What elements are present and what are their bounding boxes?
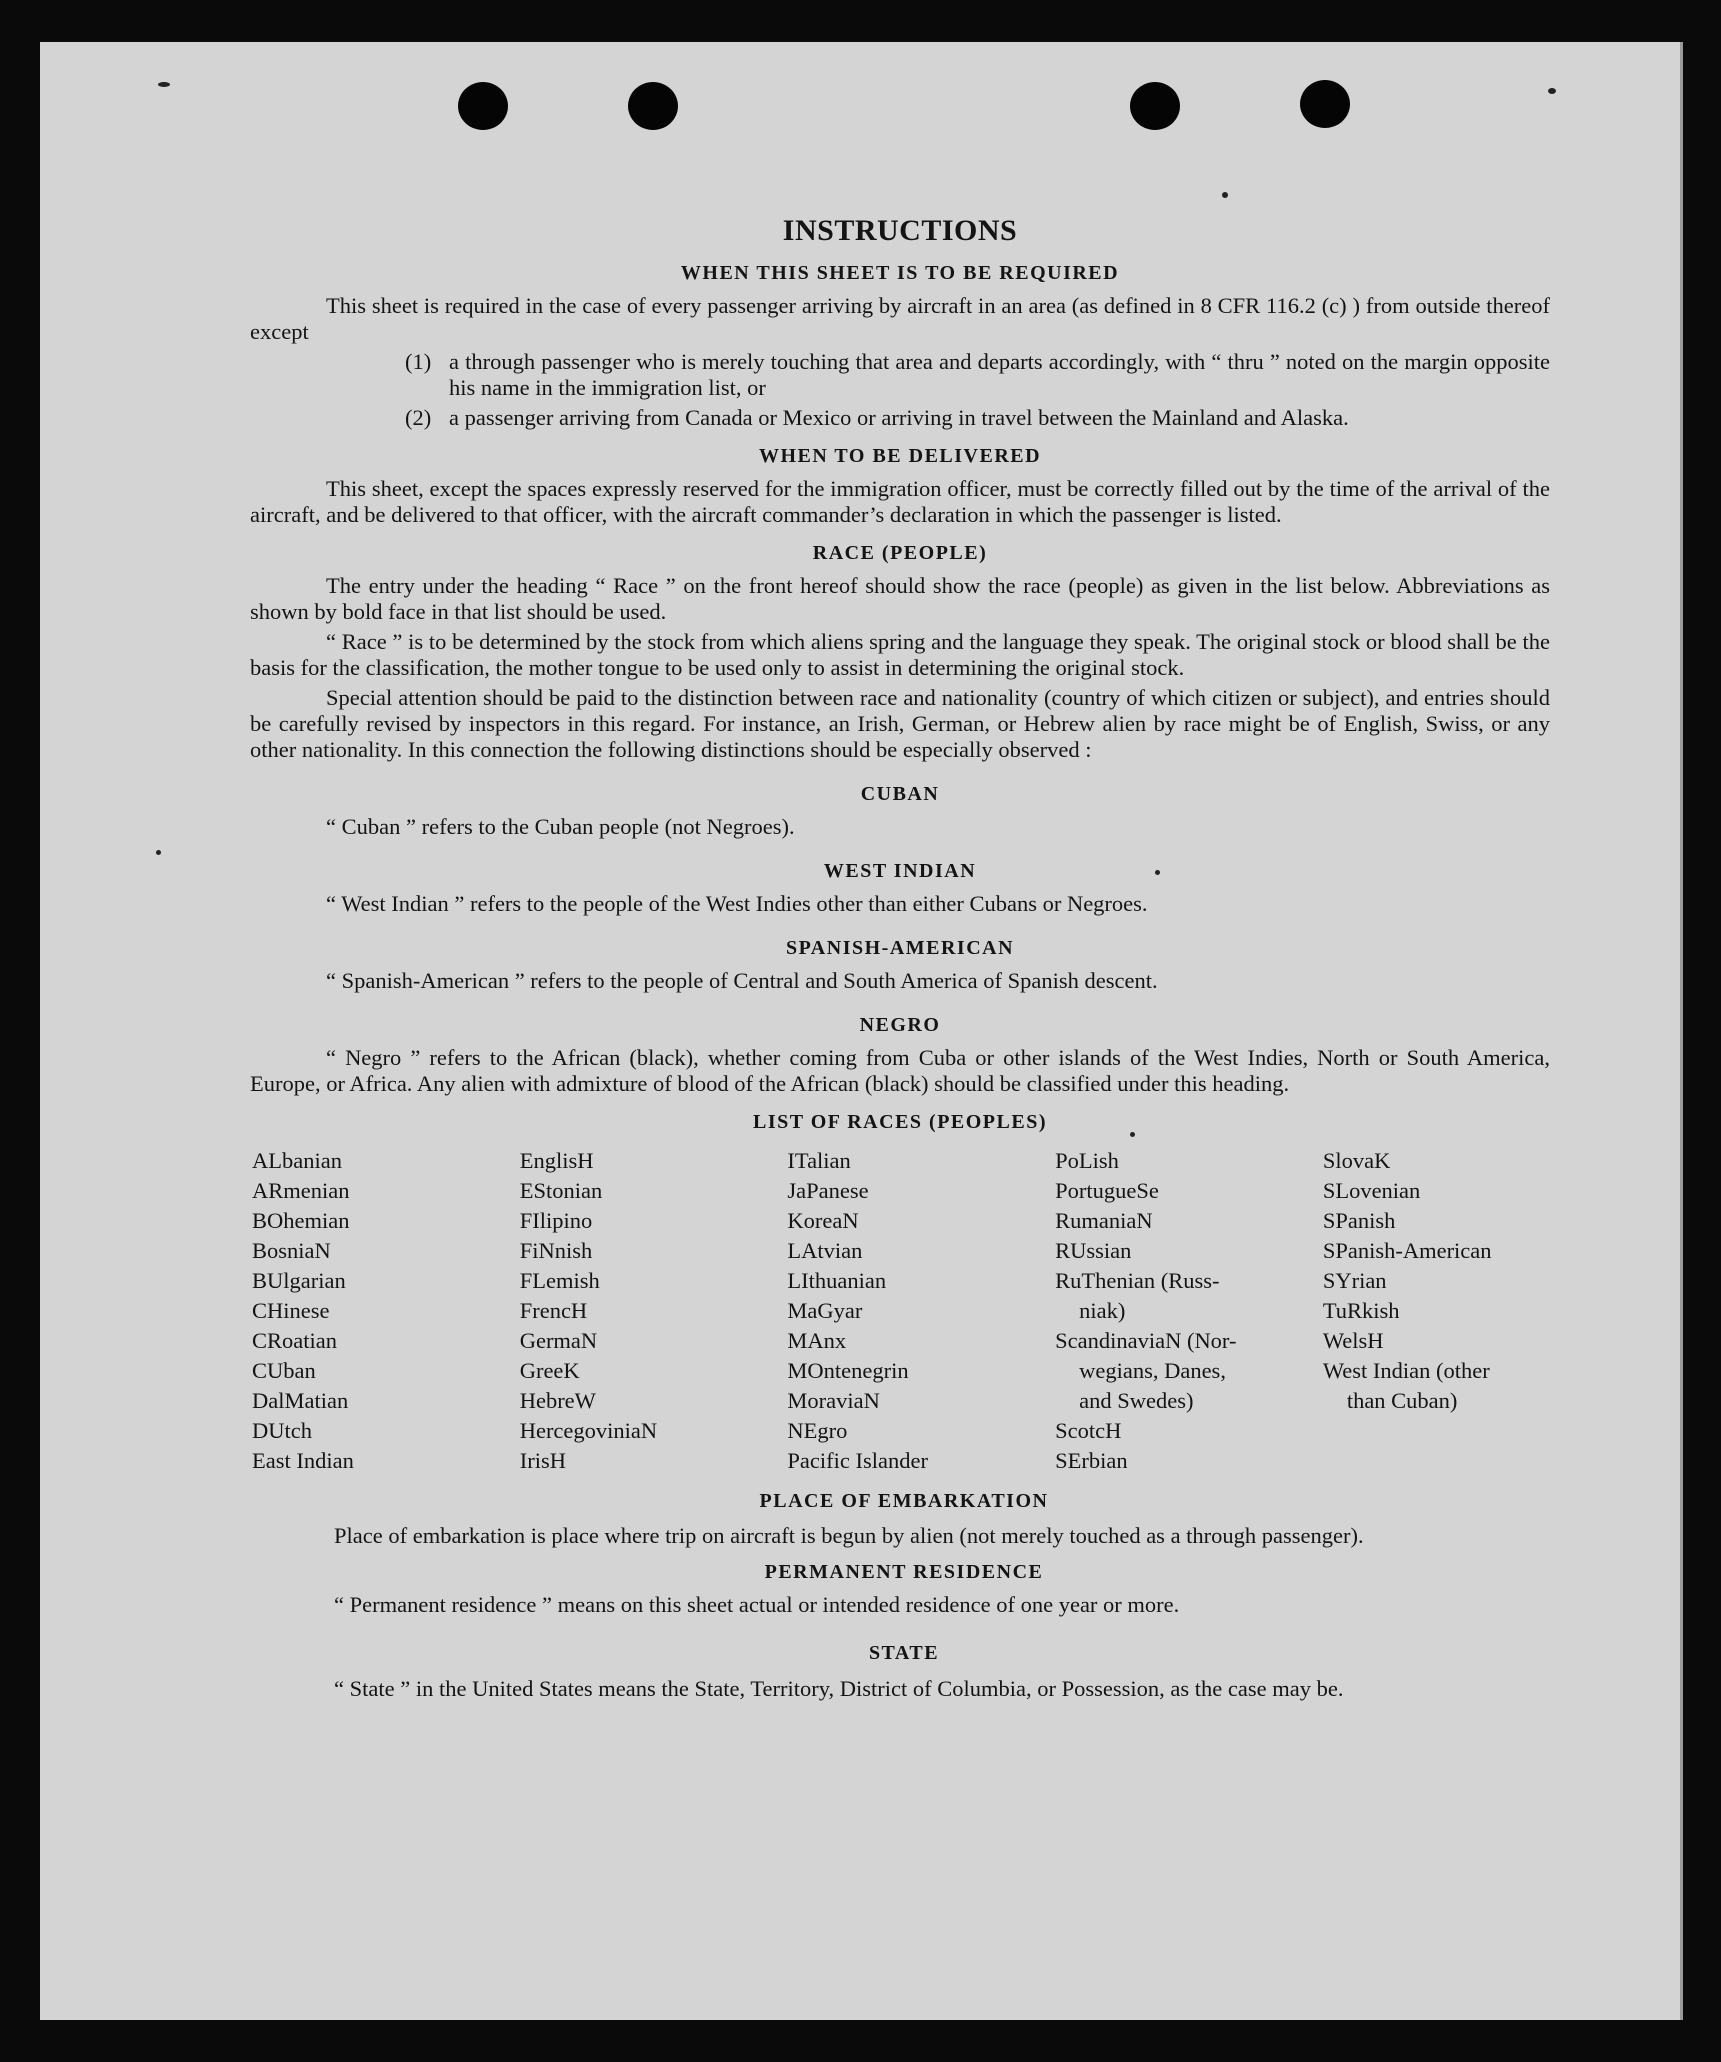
instructions-body (250, 172, 1550, 1705)
west-indian-text: “ West Indian ” refers to the people of the West Indies other than either Cubans or Negroes. (326, 891, 1148, 916)
race-entry: PoLish (1055, 1148, 1119, 1173)
race-entry: PortugueSe (1055, 1178, 1159, 1203)
race-entry: GermaN (519, 1328, 598, 1353)
closing-sections (258, 1490, 1550, 1705)
race-entry: SPanish (1322, 1208, 1396, 1233)
race-entry: DalMatian (252, 1388, 349, 1413)
race-paragraph-3: Special attention should be paid to the distinction between race and nationality (country of which citizen or subject), and entries should be carefully revised by inspectors in this regard. For instance, an Irish, German, or Hebrew alien by race might be of English, Swiss, or any other nationality. In this connection the following distinctions should be especially observed : (250, 685, 1550, 762)
when-delivered-text: This sheet, except the spaces expressly reserved for the immigration officer, must be correctly filled out by the time of the arrival of the aircraft, and be delivered to that officer, with the aircraft commander’s declaration in which the passenger is listed. (250, 476, 1550, 527)
race-column (787, 1146, 1055, 1476)
permanent-residence-text: “ Permanent residence ” means on this sheet actual or intended residence of one year or more. (334, 1592, 1180, 1617)
race-entry: RUssian (1055, 1238, 1132, 1263)
race-entry: BOhemian (252, 1208, 350, 1233)
cuban-heading: CUBAN (860, 783, 940, 805)
punch-hole (1130, 82, 1180, 130)
race-entry: HercegoviniaN (519, 1418, 658, 1443)
permanent-residence-heading: PERMANENT RESIDENCE (764, 1561, 1044, 1583)
race-entry: SYrian (1322, 1268, 1387, 1293)
race-entry: KoreaN (787, 1208, 859, 1233)
spanish-american-heading: SPANISH-AMERICAN (785, 937, 1015, 959)
race-entry: MoraviaN (787, 1388, 880, 1413)
race-entry: SLovenian (1322, 1178, 1421, 1203)
race-entry: TuRkish (1322, 1298, 1400, 1323)
when-required-intro: This sheet is required in the case of every passenger arriving by aircraft in an area (as defined in 8 CFR 116.2 (c) ) from outside thereof except (250, 293, 1550, 344)
when-delivered-heading: WHEN TO BE DELIVERED (758, 445, 1042, 467)
race-column (1055, 1146, 1323, 1476)
race-entry: ITalian (787, 1148, 851, 1173)
punch-hole (1300, 80, 1350, 128)
race-entry: EStonian (519, 1178, 603, 1203)
race-entry: LAtvian (787, 1238, 863, 1263)
race-entry: HebreW (519, 1388, 596, 1413)
race-list (252, 1146, 1550, 1476)
exception-item (405, 405, 1550, 431)
race-entry: MaGyar (787, 1298, 863, 1323)
race-entry: FrencH (519, 1298, 588, 1323)
negro-heading: NEGRO (859, 1014, 941, 1036)
race-entry: CHinese (252, 1298, 330, 1323)
list-of-races-heading: LIST OF RACES (PEOPLES) (752, 1111, 1047, 1133)
instructions-title: INSTRUCTIONS (782, 214, 1018, 247)
race-entry: ALbanian (252, 1148, 342, 1173)
race-entry: SPanish-American (1322, 1238, 1492, 1263)
race-entry: RumaniaN (1055, 1208, 1153, 1233)
race-paragraph-2: “ Race ” is to be determined by the stock from which aliens spring and the language they speak. The original stock or blood shall be the basis for the classification, the mother tongue to be used only to assist in determining the original stock. (250, 629, 1550, 680)
race-entry: WelsH (1322, 1328, 1384, 1353)
race-column (252, 1146, 520, 1476)
negro-text: “ Negro ” refers to the African (black), whether coming from Cuba or other islands of the West Indies, North or South America, Europe, or Africa. Any alien with admixture of blood of the African (black) should be classified under this heading. (250, 1045, 1550, 1096)
race-entry: EnglisH (519, 1148, 594, 1173)
race-entry: FLemish (519, 1268, 600, 1293)
race-entry: NEgro (787, 1418, 848, 1443)
race-entry: SErbian (1055, 1448, 1128, 1473)
race-entry: JaPanese (787, 1178, 869, 1203)
race-entry: FiNnish (519, 1238, 593, 1263)
race-entry: GreeK (519, 1358, 580, 1383)
race-entry: West Indian (other (1322, 1358, 1490, 1383)
when-required-heading: WHEN THIS SHEET IS TO BE REQUIRED (680, 262, 1120, 284)
race-column (520, 1146, 788, 1476)
exception-item (405, 349, 1550, 401)
race-entry: FIlipino (519, 1208, 593, 1233)
speck (158, 82, 170, 87)
document-page (40, 42, 1683, 2020)
west-indian-heading: WEST INDIAN (823, 860, 977, 882)
exception-text: a passenger arriving from Canada or Mexico or arriving in travel between the Mainland and Alaska. (449, 405, 1349, 430)
race-entry: MAnx (787, 1328, 847, 1353)
state-heading: STATE (868, 1642, 940, 1664)
race-entry: BUlgarian (252, 1268, 346, 1293)
race-entry: Pacific Islander (787, 1448, 928, 1473)
race-entry: ScandinaviaN (Nor- (1055, 1328, 1237, 1353)
race-entry-continuation: and Swedes) (1079, 1388, 1194, 1413)
spanish-american-text: “ Spanish-American ” refers to the people of Central and South America of Spanish descent. (326, 968, 1158, 993)
exception-number: (1) (405, 349, 432, 374)
race-entry: IrisH (519, 1448, 566, 1473)
race-column (1323, 1146, 1550, 1476)
race-entry-continuation: than Cuban) (1346, 1388, 1458, 1413)
race-entry: DUtch (252, 1418, 312, 1443)
race-entry: East Indian (252, 1448, 354, 1473)
race-entry: ARmenian (252, 1178, 350, 1203)
race-entry: CUban (252, 1358, 316, 1383)
cuban-text: “ Cuban ” refers to the Cuban people (not Negroes). (326, 814, 795, 839)
punch-hole (458, 82, 508, 130)
race-entry: SlovaK (1322, 1148, 1391, 1173)
race-entry: BosniaN (252, 1238, 331, 1263)
race-entry-continuation: wegians, Danes, (1079, 1358, 1226, 1383)
race-entry-continuation: niak) (1079, 1298, 1126, 1323)
race-entry: RuThenian (Russ- (1055, 1268, 1220, 1293)
race-entry: CRoatian (252, 1328, 337, 1353)
race-paragraph-1: The entry under the heading “ Race ” on the front hereof should show the race (people) as given in the list below. Abbreviations as shown by bold face in that list should be used. (250, 573, 1550, 624)
exception-text: a through passenger who is merely touching that area and departs accordingly, with “ thru ” noted on the margin opposite his name in the immigration list, or (449, 349, 1550, 400)
state-text: “ State ” in the United States means the State, Territory, District of Columbia, or Possession, as the case may be. (334, 1676, 1344, 1701)
race-entry: LIthuanian (787, 1268, 887, 1293)
race-entry: ScotcH (1055, 1418, 1122, 1443)
race-people-heading: RACE (PEOPLE) (812, 542, 988, 564)
place-of-embarkation-heading: PLACE OF EMBARKATION (759, 1490, 1049, 1512)
race-entry: MOntenegrin (787, 1358, 909, 1383)
speck (156, 850, 161, 855)
speck (1548, 88, 1556, 94)
punch-hole (628, 82, 678, 130)
exception-number: (2) (405, 405, 432, 430)
place-of-embarkation-text: Place of embarkation is place where trip on aircraft is begun by alien (not merely touched as a through passenger). (334, 1523, 1364, 1548)
